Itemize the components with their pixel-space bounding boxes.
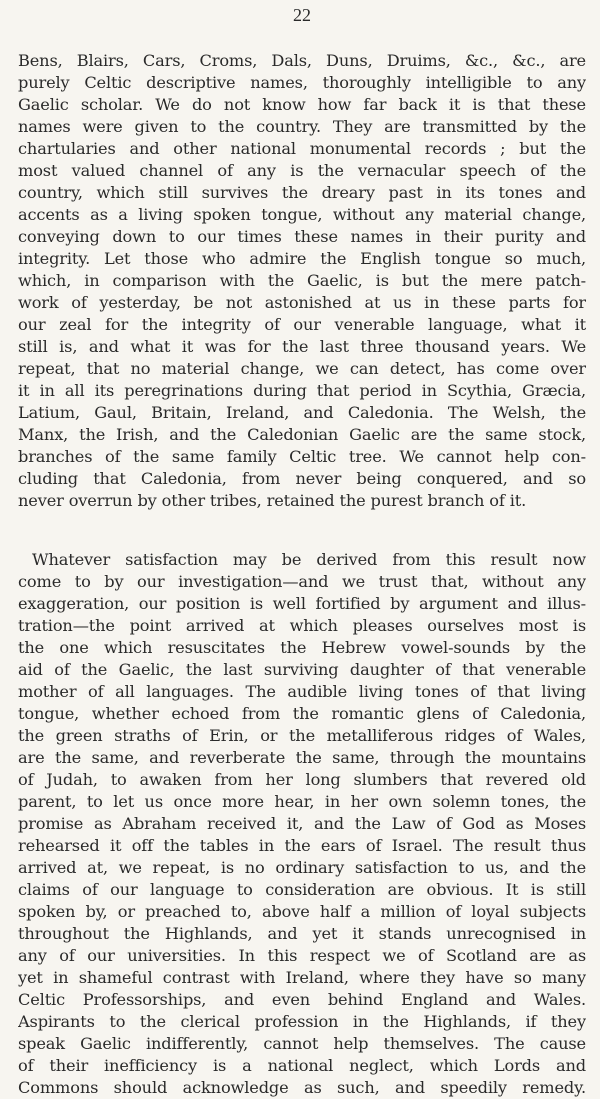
text-line: mother of all languages. The audible living tones of that living [18, 682, 586, 701]
text-line: Bens, Blairs, Cars, Croms, Dals, Duns, Druims, &c., &c., are [18, 51, 586, 70]
text-line: names were given to the country. They are transmitted by the [18, 117, 586, 136]
text-line: Whatever satisfaction may be derived from this result now [32, 550, 586, 569]
text-line: aid of the Gaelic, the last surviving daughter of that venerable [18, 660, 586, 679]
text-line: work of yesterday, be not astonished at us in these parts for [18, 293, 586, 312]
text-line: branches of the same family Celtic tree. We cannot help con- [18, 447, 586, 466]
text-line: country, which still survives the dreary past in its tones and [18, 183, 586, 202]
text-line: tration—the point arrived at which pleases ourselves most is [18, 616, 586, 635]
text-line: which, in comparison with the Gaelic, is but the mere patch- [18, 271, 586, 290]
text-line: integrity. Let those who admire the English tongue so much, [18, 249, 586, 268]
text-line: cluding that Caledonia, from never being conquered, and so [18, 469, 586, 488]
text-line: Commons should acknowledge as such, and speedily remedy. [18, 1078, 586, 1097]
text-line: the green straths of Erin, or the metalliferous ridges of Wales, [18, 726, 586, 745]
text-line: still is, and what it was for the last three thousand years. We [18, 337, 586, 356]
book-page [18, 0, 586, 1097]
text-line: come to by our investigation—and we trust that, without any [18, 572, 586, 591]
text-line: are the same, and reverberate the same, through the mountains [18, 748, 586, 767]
text-line: of Judah, to awaken from her long slumbers that revered old [18, 770, 586, 789]
text-line: repeat, that no material change, we can detect, has come over [18, 359, 586, 378]
page-number: 22 [293, 5, 311, 25]
text-line: spoken by, or preached to, above half a million of loyal subjects [18, 902, 586, 921]
text-line: purely Celtic descriptive names, thoroughly intelligible to any [18, 73, 586, 92]
text-line: Latium, Gaul, Britain, Ireland, and Caledonia. The Welsh, the [18, 403, 586, 422]
text-line: never overrun by other tribes, retained the purest branch of it. [18, 491, 527, 510]
text-line: Aspirants to the clerical profession in the Highlands, if they [18, 1012, 586, 1031]
text-line: it in all its peregrinations during that period in Scythia, Græcia, [18, 381, 586, 400]
text-line: arrived at, we repeat, is no ordinary satisfaction to us, and the [18, 858, 586, 877]
text-line: throughout the Highlands, and yet it stands unrecognised in [18, 924, 586, 943]
text-line: speak Gaelic indifferently, cannot help themselves. The cause [18, 1034, 586, 1053]
text-line: of their inefficiency is a national neglect, which Lords and [18, 1056, 586, 1075]
text-line: Celtic Professorships, and even behind England and Wales. [18, 990, 586, 1009]
text-line: claims of our language to consideration are obvious. It is still [18, 880, 586, 899]
text-line: parent, to let us once more hear, in her own solemn tones, the [18, 792, 586, 811]
text-line: chartularies and other national monumental records ; but the [18, 139, 586, 158]
text-line: promise as Abraham received it, and the Law of God as Moses [18, 814, 586, 833]
text-line: our zeal for the integrity of our venerable language, what it [18, 315, 586, 334]
text-line: Gaelic scholar. We do not know how far back it is that these [18, 95, 586, 114]
text-line: Manx, the Irish, and the Caledonian Gaelic are the same stock, [18, 425, 586, 444]
text-line: accents as a living spoken tongue, without any material change, [18, 205, 586, 224]
text-line: the one which resuscitates the Hebrew vowel-sounds by the [18, 638, 586, 657]
text-line: tongue, whether echoed from the romantic glens of Caledonia, [18, 704, 586, 723]
text-line: yet in shameful contrast with Ireland, where they have so many [18, 968, 586, 987]
paragraph-2 [18, 549, 586, 1099]
text-line: most valued channel of any is the vernacular speech of the [18, 161, 586, 180]
text-line: conveying down to our times these names in their purity and [18, 227, 586, 246]
text-line: any of our universities. In this respect we of Scotland are as [18, 946, 586, 965]
text-line: rehearsed it off the tables in the ears of Israel. The result thus [18, 836, 586, 855]
paragraph-1 [18, 50, 586, 512]
text-line: exaggeration, our position is well fortified by argument and illus- [18, 594, 586, 613]
